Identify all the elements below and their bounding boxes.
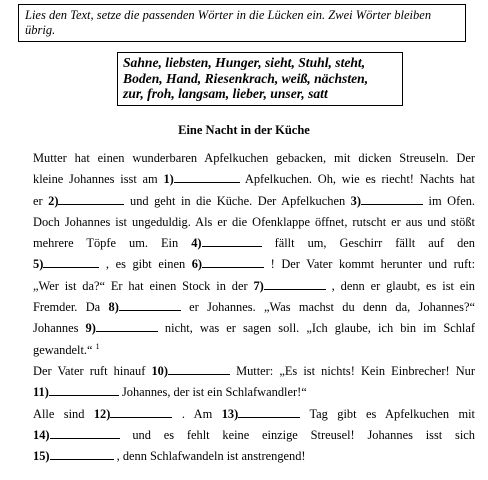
instruction-box	[18, 4, 466, 42]
gap-12-blank[interactable]	[110, 406, 172, 418]
gap-number-10: 10)	[151, 363, 168, 378]
text-segment: Johannes, der ist ein Schlafwandler!“	[118, 385, 307, 400]
gap-number-5: 5)	[33, 257, 44, 272]
text-segment: , denn Schlafwandeln ist anstrengend!	[113, 449, 306, 464]
gap-number-2: 2)	[48, 193, 59, 208]
text-segment: nicht, was er sagen soll. „Ich glaube, ich bin im Schlaf	[157, 321, 475, 336]
gap-8-blank[interactable]	[119, 299, 181, 311]
gap-number-14: 14)	[33, 427, 50, 442]
gap-10-blank[interactable]	[168, 363, 230, 375]
gap-number-13: 13)	[221, 406, 239, 421]
text-segment: mehrere Töpfe um. Ein	[33, 236, 192, 251]
gap-6-blank[interactable]	[202, 256, 264, 268]
gap-number-6: 6)	[191, 257, 203, 272]
text-segment: Alle sind	[33, 406, 94, 421]
word-bank-line: Sahne, liebsten, Hunger, sieht, Stuhl, steht,	[123, 55, 366, 70]
text-line	[33, 276, 475, 297]
gap-number-11: 11)	[33, 385, 49, 400]
text-line	[33, 340, 475, 361]
gap-14-blank[interactable]	[50, 427, 120, 439]
gap-number-7: 7)	[253, 278, 264, 293]
text-line	[33, 254, 475, 275]
gap-7-blank[interactable]	[264, 278, 326, 290]
text-segment: , es gibt einen	[99, 257, 192, 272]
text-segment: er Johannes. „Was machst du denn da, Johannes?“	[180, 300, 475, 315]
text-segment: gewandelt.“	[33, 342, 93, 357]
gap-number-15: 15)	[33, 449, 50, 464]
text-line	[33, 446, 475, 467]
text-segment: im Ofen.	[423, 193, 475, 208]
gap-15-blank[interactable]	[50, 448, 114, 460]
text-segment: und geht in die Küche. Der Apfelkuchen	[124, 193, 351, 208]
text-segment: Mutter: „Es ist nichts! Kein Einbrecher! Nur	[229, 363, 475, 378]
text-line	[33, 404, 475, 425]
text-segment: . Am	[172, 406, 222, 421]
text-line	[33, 233, 475, 254]
gap-number-12: 12)	[93, 406, 111, 421]
word-bank-line: Boden, Hand, Riesenkrach, weiß, nächsten,	[123, 70, 369, 86]
text-line	[33, 425, 475, 446]
gap-11-blank[interactable]	[49, 384, 119, 396]
word-bank	[117, 52, 403, 106]
text-line	[33, 361, 475, 382]
instruction-text: Lies den Text, setze die passenden Wörter in die Lücken ein. Zwei Wörter bleiben übrig.	[25, 8, 432, 37]
text-segment: Fremder. Da	[33, 300, 109, 315]
gap-5-blank[interactable]	[43, 256, 99, 268]
text-line	[33, 148, 475, 169]
story-title: Eine Nacht in der Küche	[178, 123, 310, 137]
text-segment: Apfelkuchen. Oh, wie es riecht! Nachts hat	[239, 172, 475, 187]
gap-13-blank[interactable]	[238, 406, 300, 418]
text-segment: Johannes	[33, 321, 86, 336]
gap-number-4: 4)	[191, 236, 202, 251]
gap-2-blank[interactable]	[58, 193, 124, 205]
gap-number-9: 9)	[85, 321, 96, 336]
text-segment: kleine Johannes isst am	[33, 172, 164, 187]
footnote-marker: 1	[95, 341, 100, 351]
text-segment: Tag gibt es Apfelkuchen mit	[300, 406, 475, 421]
text-segment: Doch Johannes ist ungeduldig. Als er die Ofenklappe öffnet, rutscht er aus und stößt	[33, 214, 475, 229]
text-segment: er	[33, 193, 49, 208]
gap-4-blank[interactable]	[202, 235, 262, 247]
gap-number-8: 8)	[108, 300, 119, 315]
text-segment: , denn er glaubt, es ist ein	[325, 278, 475, 293]
word-bank-line: zur, froh, langsam, lieber, unser, satt	[123, 86, 328, 101]
text-line	[33, 191, 475, 212]
gap-3-blank[interactable]	[361, 193, 423, 205]
text-line	[33, 318, 475, 339]
gap-number-3: 3)	[350, 193, 361, 208]
text-segment: und es fehlt keine einzige Streusel! Johannes isst sich	[119, 427, 475, 442]
text-line	[33, 382, 475, 403]
story-text	[33, 148, 475, 467]
gap-9-blank[interactable]	[96, 320, 158, 332]
text-segment: „Wer ist da?“ Er hat einen Stock in der	[33, 278, 254, 293]
text-segment: ! Der Vater kommt herunter und ruft:	[264, 257, 475, 272]
gap-number-1: 1)	[163, 172, 174, 187]
text-segment: fällt um, Geschirr fällt auf den	[261, 236, 475, 251]
text-segment: Mutter hat einen wunderbaren Apfelkuchen gebacken, mit dicken Streuseln. Der	[33, 151, 475, 165]
gap-1-blank[interactable]	[174, 171, 240, 183]
text-line	[33, 297, 475, 318]
text-line	[33, 169, 475, 190]
text-segment: Der Vater ruft hinauf	[33, 363, 152, 378]
text-line	[33, 212, 475, 233]
